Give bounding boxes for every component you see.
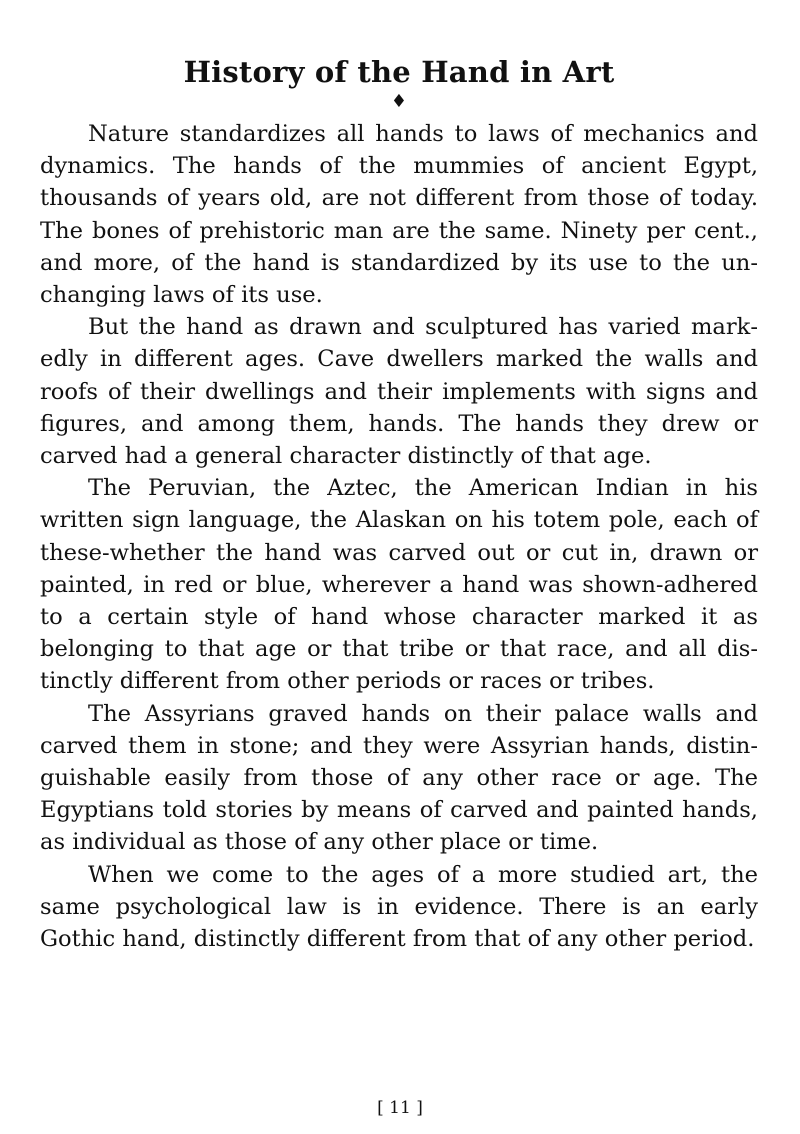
paragraph-5: When we come to the ages of a more studied art, the same psychological law is in evidence. There is an early Gothic hand, distinctly different from that of any other period. — [40, 861, 758, 953]
book-page — [40, 52, 758, 955]
paragraph-4: The Assyrians graved hands on their palace walls and carved them in stone; and they were Assyrian hands, distinguishable easily from those of any other race or age. The Egyptians told stories by means of carved and painted hands, as individual as those of any other place or time. — [40, 700, 758, 856]
paragraph-1: Nature standardizes all hands to laws of mechanics and dynamics. The hands of the mummies of ancient Egypt, thousands of years old, are not different from those of today. The bones of prehistoric man are the same. Ninety per cent., and more, of the hand is standardized by its use to the unchanging laws of its use. — [40, 121, 758, 309]
chapter-title: History of the Hand in Art — [183, 55, 615, 89]
paragraph-2: But the hand as drawn and sculptured has varied markedly in different ages. Cave dwellers marked the walls and roofs of their dwellings and their implements with signs and figures, and among them, hands. The hands they drew or carved had a general character distinctly of that age. — [40, 314, 758, 470]
page-number: [ 11 ] — [377, 1098, 423, 1118]
paragraph-3: The Peruvian, the Aztec, the American Indian in his written sign language, the Alaskan on his totem pole, each of these-whether the hand was carved out or cut in, drawn or painted, in red or blue, wherever a hand was shown-adhered to a certain style of hand whose character marked it as belonging to that age or that tribe or that race, and all distinctly different from other periods or races or tribes. — [40, 475, 758, 695]
diamond-ornament-icon: ♦ — [390, 91, 408, 112]
